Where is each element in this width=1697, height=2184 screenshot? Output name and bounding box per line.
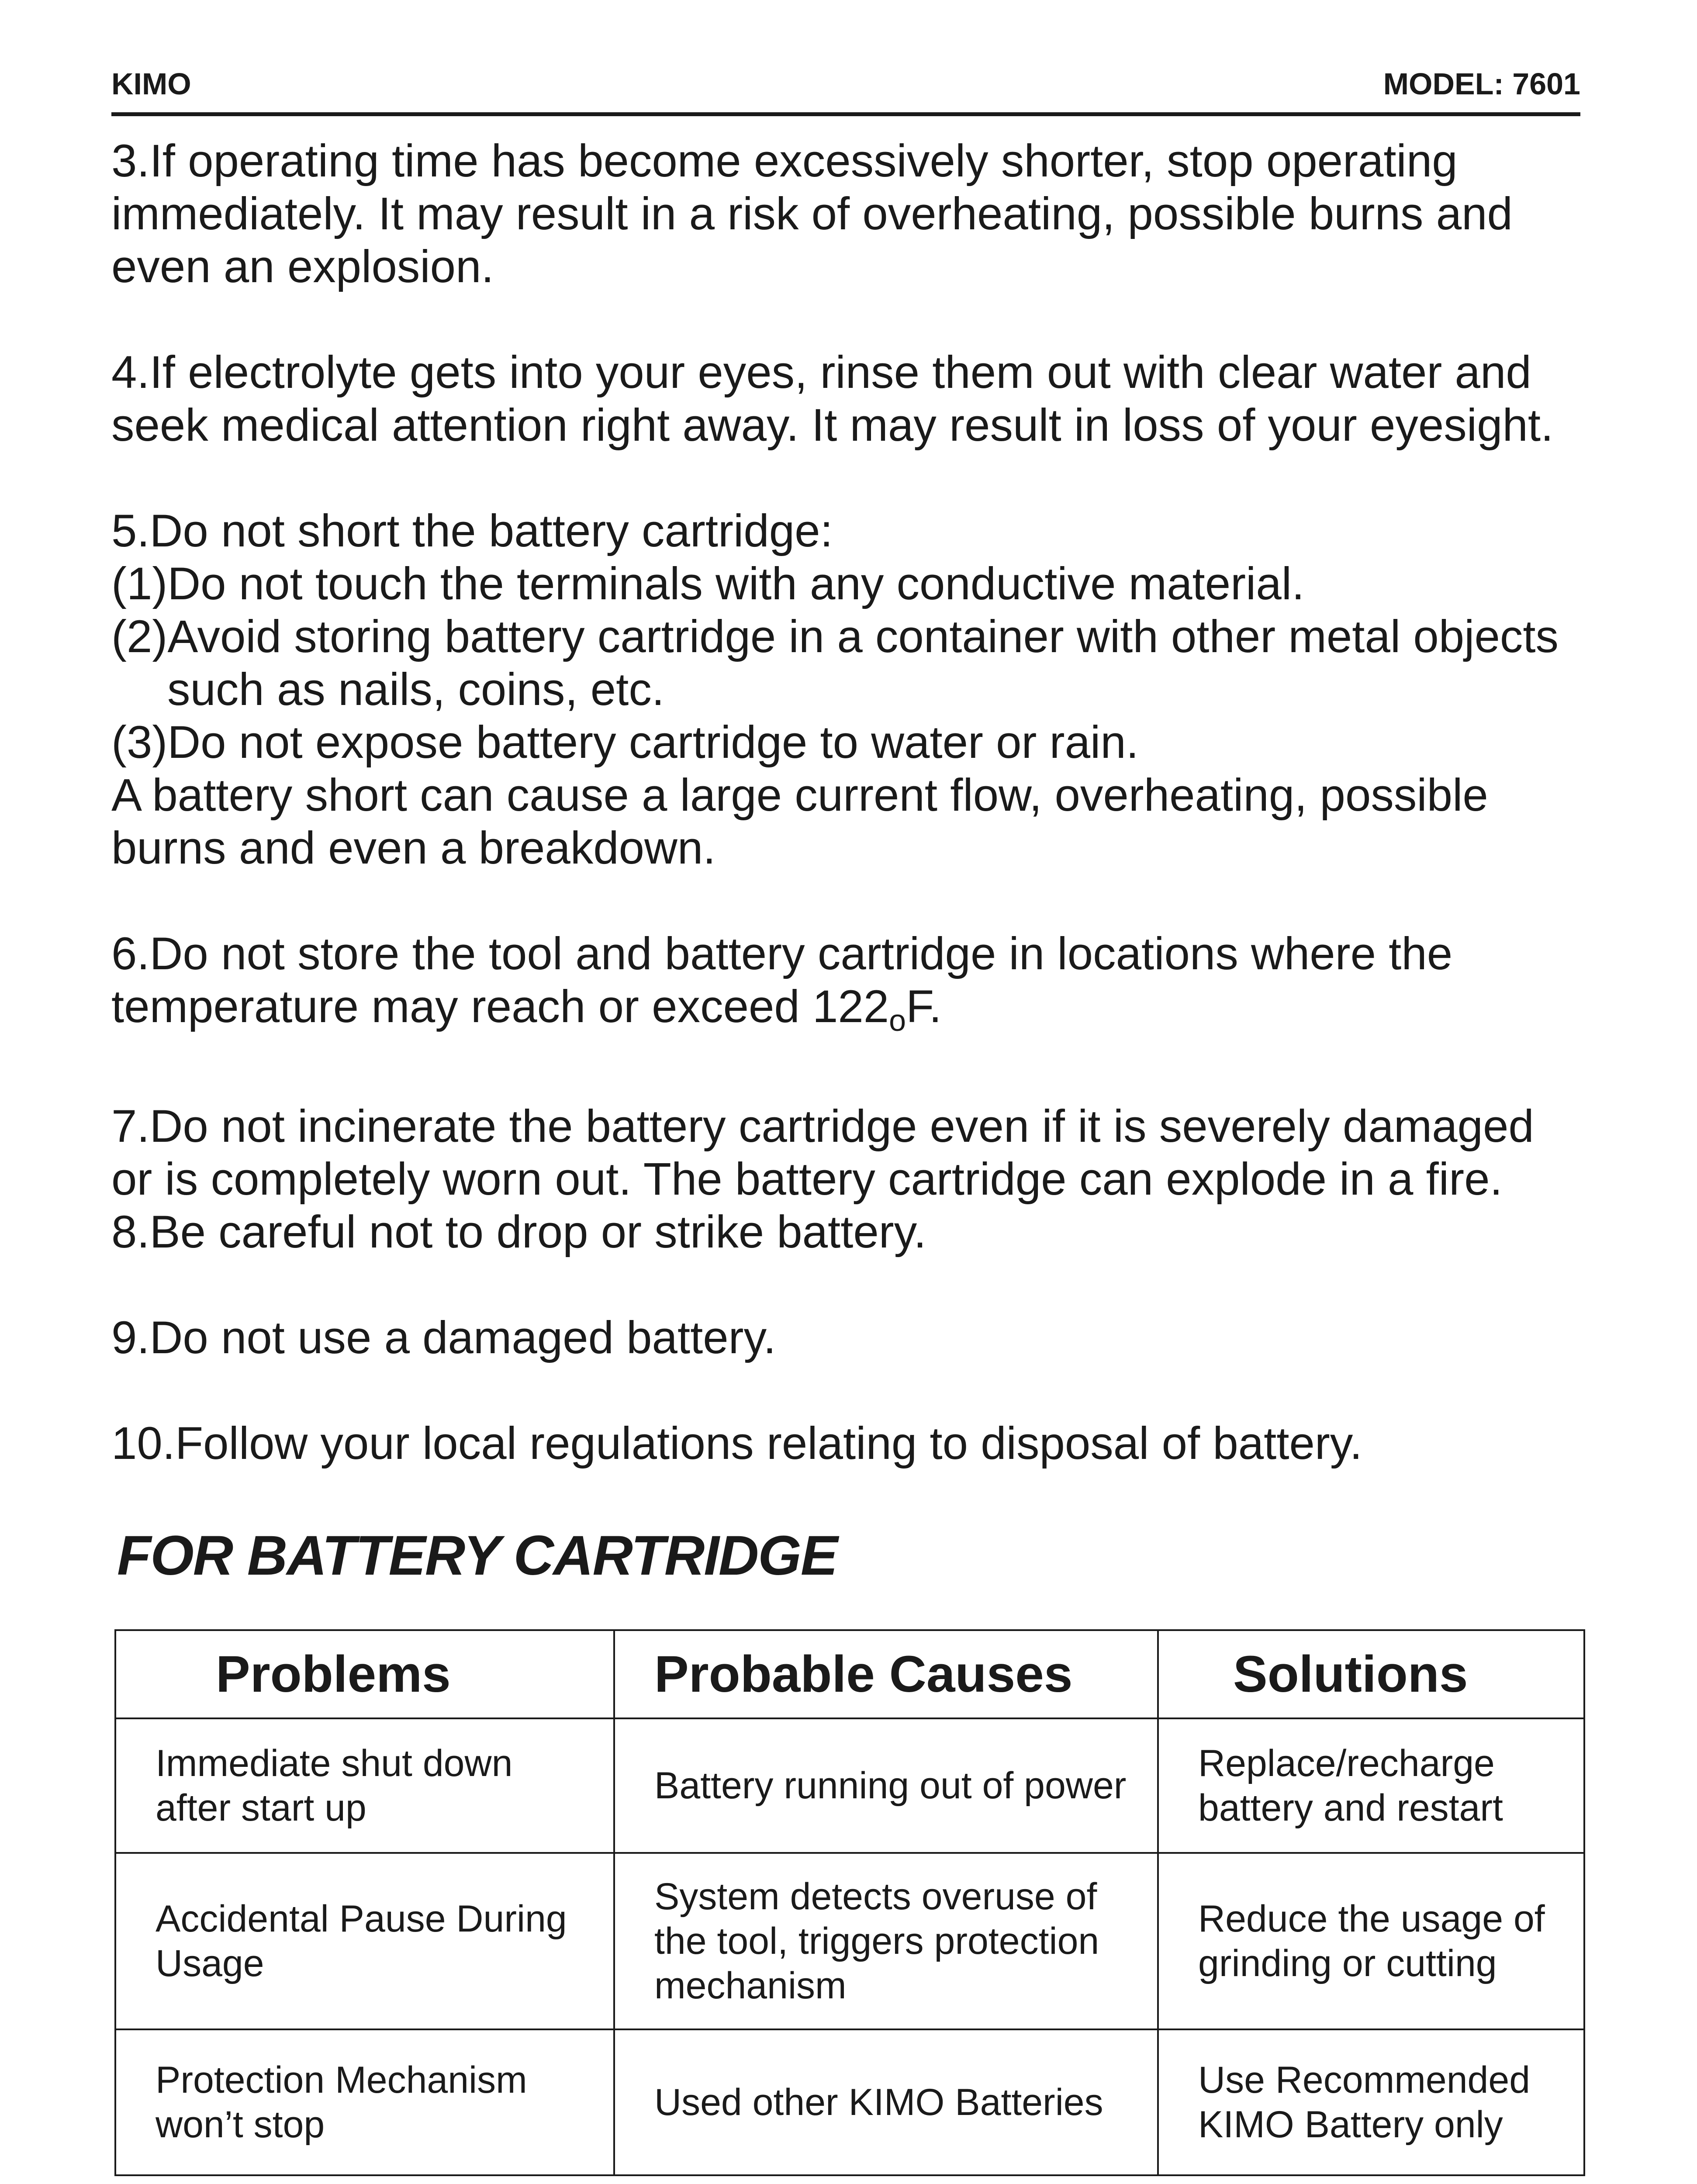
table-row [115, 1853, 1584, 2029]
troubleshooting-table [114, 1629, 1585, 2176]
problem-cell [115, 2029, 614, 2175]
solution-cell [1158, 2029, 1584, 2175]
instruction-6 [111, 927, 1588, 1047]
text-line [111, 980, 1588, 1047]
table-row [115, 1718, 1584, 1853]
text-line: 6.Do not store the tool and battery cartridge in locations where the [111, 928, 1453, 979]
cell-line: won’t stop [156, 2104, 325, 2146]
text-line: 4.If electrolyte gets into your eyes, rinse them out with clear water and [111, 347, 1531, 398]
cell-line: Use Recommended [1198, 2059, 1531, 2101]
text-line: 8.Be careful not to drop or strike battery. [111, 1206, 926, 1258]
cause-cell [614, 1718, 1158, 1853]
section-title: FOR BATTERY CARTRIDGE [117, 1524, 837, 1587]
text-line: burns and even a breakdown. [111, 822, 716, 874]
cell-line: Usage [156, 1942, 264, 1984]
instruction-3 [111, 135, 1588, 293]
cell-line: Protection Mechanism [156, 2059, 527, 2101]
text-line: 9.Do not use a damaged battery. [111, 1312, 776, 1363]
cell-line: Immediate shut down [156, 1742, 513, 1784]
text-line: (3)Do not expose battery cartridge to water or rain. [111, 717, 1139, 768]
header-probable-causes: Probable Causes [614, 1630, 1158, 1718]
table-header-row [115, 1630, 1584, 1718]
cell-line: Used other KIMO Batteries [654, 2081, 1103, 2123]
header-problems: Problems [115, 1630, 614, 1718]
text-line: (2)Avoid storing battery cartridge in a container with other metal objects [111, 611, 1559, 662]
text-line: 7.Do not incinerate the battery cartridge even if it is severely damaged [111, 1101, 1534, 1152]
text-line: seek medical attention right away. It may result in loss of your eyesight. [111, 400, 1554, 451]
cell-line: System detects overuse of [654, 1876, 1097, 1918]
text-line: or is completely worn out. The battery cartridge can explode in a fire. [111, 1154, 1503, 1205]
model-number: MODEL: 7601 [1383, 67, 1580, 101]
cell-line: the tool, triggers protection [654, 1920, 1099, 1962]
cell-line: Reduce the usage of [1198, 1898, 1545, 1940]
cell-line: Accidental Pause During [156, 1898, 567, 1940]
table-row [115, 2029, 1584, 2175]
cell-line: grinding or cutting [1198, 1942, 1497, 1984]
problem-cell [115, 1853, 614, 2029]
cell-line: Battery running out of power [654, 1765, 1127, 1807]
instruction-10 [111, 1417, 1588, 1470]
instruction-4 [111, 346, 1588, 452]
cause-cell [614, 1853, 1158, 2029]
text-line: such as nails, coins, etc. [167, 664, 665, 715]
instruction-9 [111, 1311, 1588, 1364]
solution-cell [1158, 1853, 1584, 2029]
text-line: A battery short can cause a large current flow, overheating, possible [111, 770, 1488, 821]
header-solutions: Solutions [1158, 1630, 1584, 1718]
text-line: 5.Do not short the battery cartridge: [111, 505, 833, 556]
text-fragment: F. [906, 981, 942, 1032]
cell-line: Replace/recharge [1198, 1742, 1495, 1784]
cell-line: after start up [156, 1787, 366, 1829]
safety-instructions [111, 135, 1588, 1523]
solution-cell [1158, 1718, 1584, 1853]
instruction-8 [111, 1206, 1588, 1258]
text-fragment: temperature may reach or exceed 122 [111, 981, 889, 1032]
problem-cell [115, 1718, 614, 1853]
page-header [111, 66, 1580, 116]
cause-cell [614, 2029, 1158, 2175]
text-line: 10.Follow your local regulations relating to disposal of battery. [111, 1418, 1362, 1469]
cell-line: battery and restart [1198, 1787, 1503, 1829]
instruction-7 [111, 1100, 1588, 1206]
instruction-5 [111, 505, 1588, 874]
cell-line: KIMO Battery only [1198, 2104, 1503, 2146]
text-line: even an explosion. [111, 241, 494, 292]
text-line: (1)Do not touch the terminals with any conductive material. [111, 558, 1305, 609]
cell-line: mechanism [654, 1965, 847, 2007]
brand-name: KIMO [111, 67, 191, 101]
degree-symbol: o [889, 1003, 906, 1037]
text-line: 3.If operating time has become excessively shorter, stop operating [111, 135, 1458, 187]
text-line: immediately. It may result in a risk of overheating, possible burns and [111, 188, 1513, 239]
